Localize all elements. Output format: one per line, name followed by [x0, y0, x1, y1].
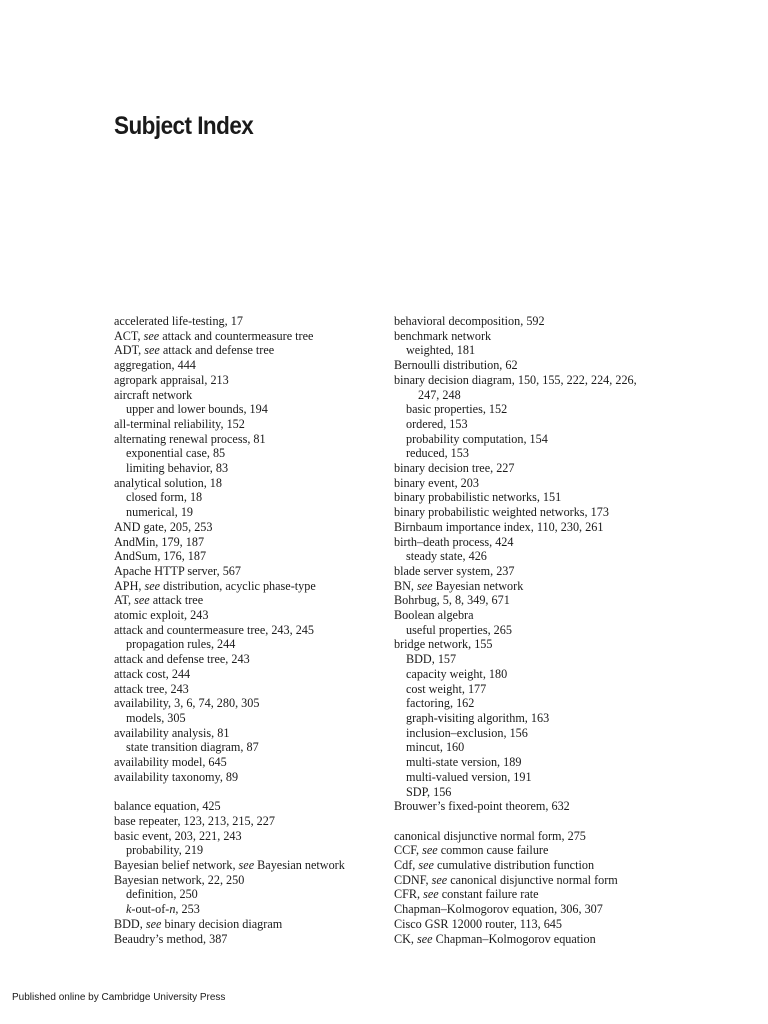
index-subentry: ordered, 153: [406, 416, 468, 431]
index-entry: all-terminal reliability, 152: [114, 416, 245, 431]
index-subentry: mincut, 160: [406, 740, 465, 755]
see-reference: see: [423, 887, 439, 902]
index-entry: Bernoulli distribution, 62: [394, 358, 518, 373]
index-entry: Cisco GSR 12000 router, 113, 645: [394, 916, 562, 931]
index-entry: CFR, see constant failure rate: [394, 887, 539, 902]
index-subentry: state transition diagram, 87: [126, 740, 259, 755]
publisher-footer: Published online by Cambridge University Press: [12, 992, 226, 1003]
index-entry: atomic exploit, 243: [114, 608, 209, 623]
index-subentry: k-out-of-n, 253: [126, 902, 200, 917]
index-entry: agropark appraisal, 213: [114, 372, 229, 387]
index-entry: canonical disjunctive normal form, 275: [394, 828, 586, 843]
index-entry: Bayesian belief network, see Bayesian network: [114, 858, 345, 872]
index-subentry: probability computation, 154: [406, 431, 548, 446]
index-entry: Bohrbug, 5, 8, 349, 671: [394, 593, 510, 608]
index-entry: AndMin, 179, 187: [114, 534, 205, 549]
page-title: Subject Index: [114, 112, 254, 140]
index-entry: Apache HTTP server, 567: [114, 563, 241, 578]
see-reference: see: [417, 931, 433, 946]
index-entry: availability analysis, 81: [114, 725, 230, 740]
index-subentry: useful properties, 265: [406, 622, 512, 637]
index-subentry: upper and lower bounds, 194: [126, 402, 268, 417]
index-entry: availability, 3, 6, 74, 280, 305: [114, 696, 260, 711]
index-entry: balance equation, 425: [114, 799, 221, 814]
index-entry: Birnbaum importance index, 110, 230, 261: [394, 519, 604, 534]
index-entry: availability taxonomy, 89: [114, 769, 239, 784]
index-entry: BN, see Bayesian network: [394, 578, 524, 593]
index-subentry: closed form, 18: [126, 490, 203, 505]
index-entry: base repeater, 123, 213, 215, 227: [114, 813, 275, 828]
index-subentry: cost weight, 177: [406, 681, 487, 696]
see-reference: see: [144, 343, 160, 358]
index-subentry: inclusion–exclusion, 156: [406, 725, 528, 740]
see-reference: see: [144, 578, 161, 593]
index-entry: CK, see Chapman–Kolmogorov equation: [394, 931, 596, 946]
index-entry: accelerated life-testing, 17: [114, 314, 243, 328]
index-entry: birth–death process, 424: [394, 534, 514, 549]
index-entry: APH, see distribution, acyclic phase-type: [114, 578, 316, 593]
index-subentry: steady state, 426: [406, 549, 487, 564]
index-entry: CDNF, see canonical disjunctive normal form: [394, 872, 618, 887]
index-column-right: [394, 314, 684, 946]
see-reference: see: [417, 578, 433, 593]
index-entry: attack cost, 244: [114, 666, 191, 681]
index-entry: AT, see attack tree: [114, 593, 204, 608]
index-entry: binary event, 203: [394, 475, 479, 490]
index-subentry: weighted, 181: [406, 343, 476, 358]
index-entry: ADT, see attack and defense tree: [114, 343, 275, 358]
index-subentry: exponential case, 85: [126, 446, 226, 461]
index-subentry: basic properties, 152: [406, 402, 508, 417]
see-reference: see: [431, 872, 448, 887]
index-subentry: capacity weight, 180: [406, 666, 508, 681]
section-gap: [114, 785, 384, 800]
index-column-left: [114, 314, 384, 946]
index-entry: basic event, 203, 221, 243: [114, 828, 242, 843]
index-entry: Brouwer’s fixed-point theorem, 632: [394, 799, 570, 814]
index-entry: Cdf, see cumulative distribution function: [394, 858, 595, 872]
see-reference: see: [134, 593, 150, 608]
index-entry: ACT, see attack and countermeasure tree: [114, 328, 314, 343]
index-entry: blade server system, 237: [394, 563, 515, 578]
index-entry: attack and defense tree, 243: [114, 652, 250, 667]
index-subentry: graph-visiting algorithm, 163: [406, 710, 550, 725]
see-reference: see: [145, 916, 162, 931]
index-entry: attack tree, 243: [114, 681, 189, 696]
index-subentry: factoring, 162: [406, 696, 475, 711]
index-entry: behavioral decomposition, 592: [394, 314, 545, 328]
index-subentry: probability, 219: [126, 843, 204, 858]
index-subentry: BDD, 157: [406, 652, 457, 667]
index-entry: AndSum, 176, 187: [114, 549, 207, 564]
see-reference: see: [143, 328, 160, 343]
index-entry: binary probabilistic weighted networks, 173: [394, 505, 609, 520]
see-reference: see: [418, 858, 434, 872]
index-entry: benchmark network: [394, 328, 492, 343]
index-entry: binary probabilistic networks, 151: [394, 490, 562, 505]
index-subentry: definition, 250: [126, 887, 198, 902]
index-entry: aggregation, 444: [114, 358, 196, 373]
index-entry: Chapman–Kolmogorov equation, 306, 307: [394, 902, 603, 917]
index-entry: alternating renewal process, 81: [114, 431, 266, 446]
index-entry: AND gate, 205, 253: [114, 519, 213, 534]
index-subentry: propagation rules, 244: [126, 637, 236, 652]
index-entry: availability model, 645: [114, 755, 227, 770]
index-entry: attack and countermeasure tree, 243, 245: [114, 622, 314, 637]
index-subentry: multi-state version, 189: [406, 755, 522, 770]
index-entry: binary decision diagram, 150, 155, 222, 224, 226,: [394, 372, 637, 387]
index-subentry: 247, 248: [418, 387, 461, 402]
index-entry: Beaudry’s method, 387: [114, 931, 228, 946]
index-entry: CCF, see common cause failure: [394, 843, 549, 858]
index-entry: Boolean algebra: [394, 608, 474, 623]
index-entry: BDD, see binary decision diagram: [114, 916, 283, 931]
section-gap: [394, 814, 684, 829]
index-subentry: models, 305: [126, 710, 186, 725]
see-reference: see: [238, 858, 255, 872]
index-subentry: numerical, 19: [126, 505, 194, 520]
index-subentry: multi-valued version, 191: [406, 769, 532, 784]
index-subentry: SDP, 156: [406, 784, 452, 799]
index-entry: bridge network, 155: [394, 637, 493, 652]
index-subentry: limiting behavior, 83: [126, 461, 229, 476]
see-reference: see: [422, 843, 438, 858]
index-subentry: reduced, 153: [406, 446, 469, 461]
index-entry: analytical solution, 18: [114, 475, 222, 490]
index-entry: Bayesian network, 22, 250: [114, 872, 245, 887]
index-entry: binary decision tree, 227: [394, 461, 515, 476]
index-entry: aircraft network: [114, 387, 193, 402]
